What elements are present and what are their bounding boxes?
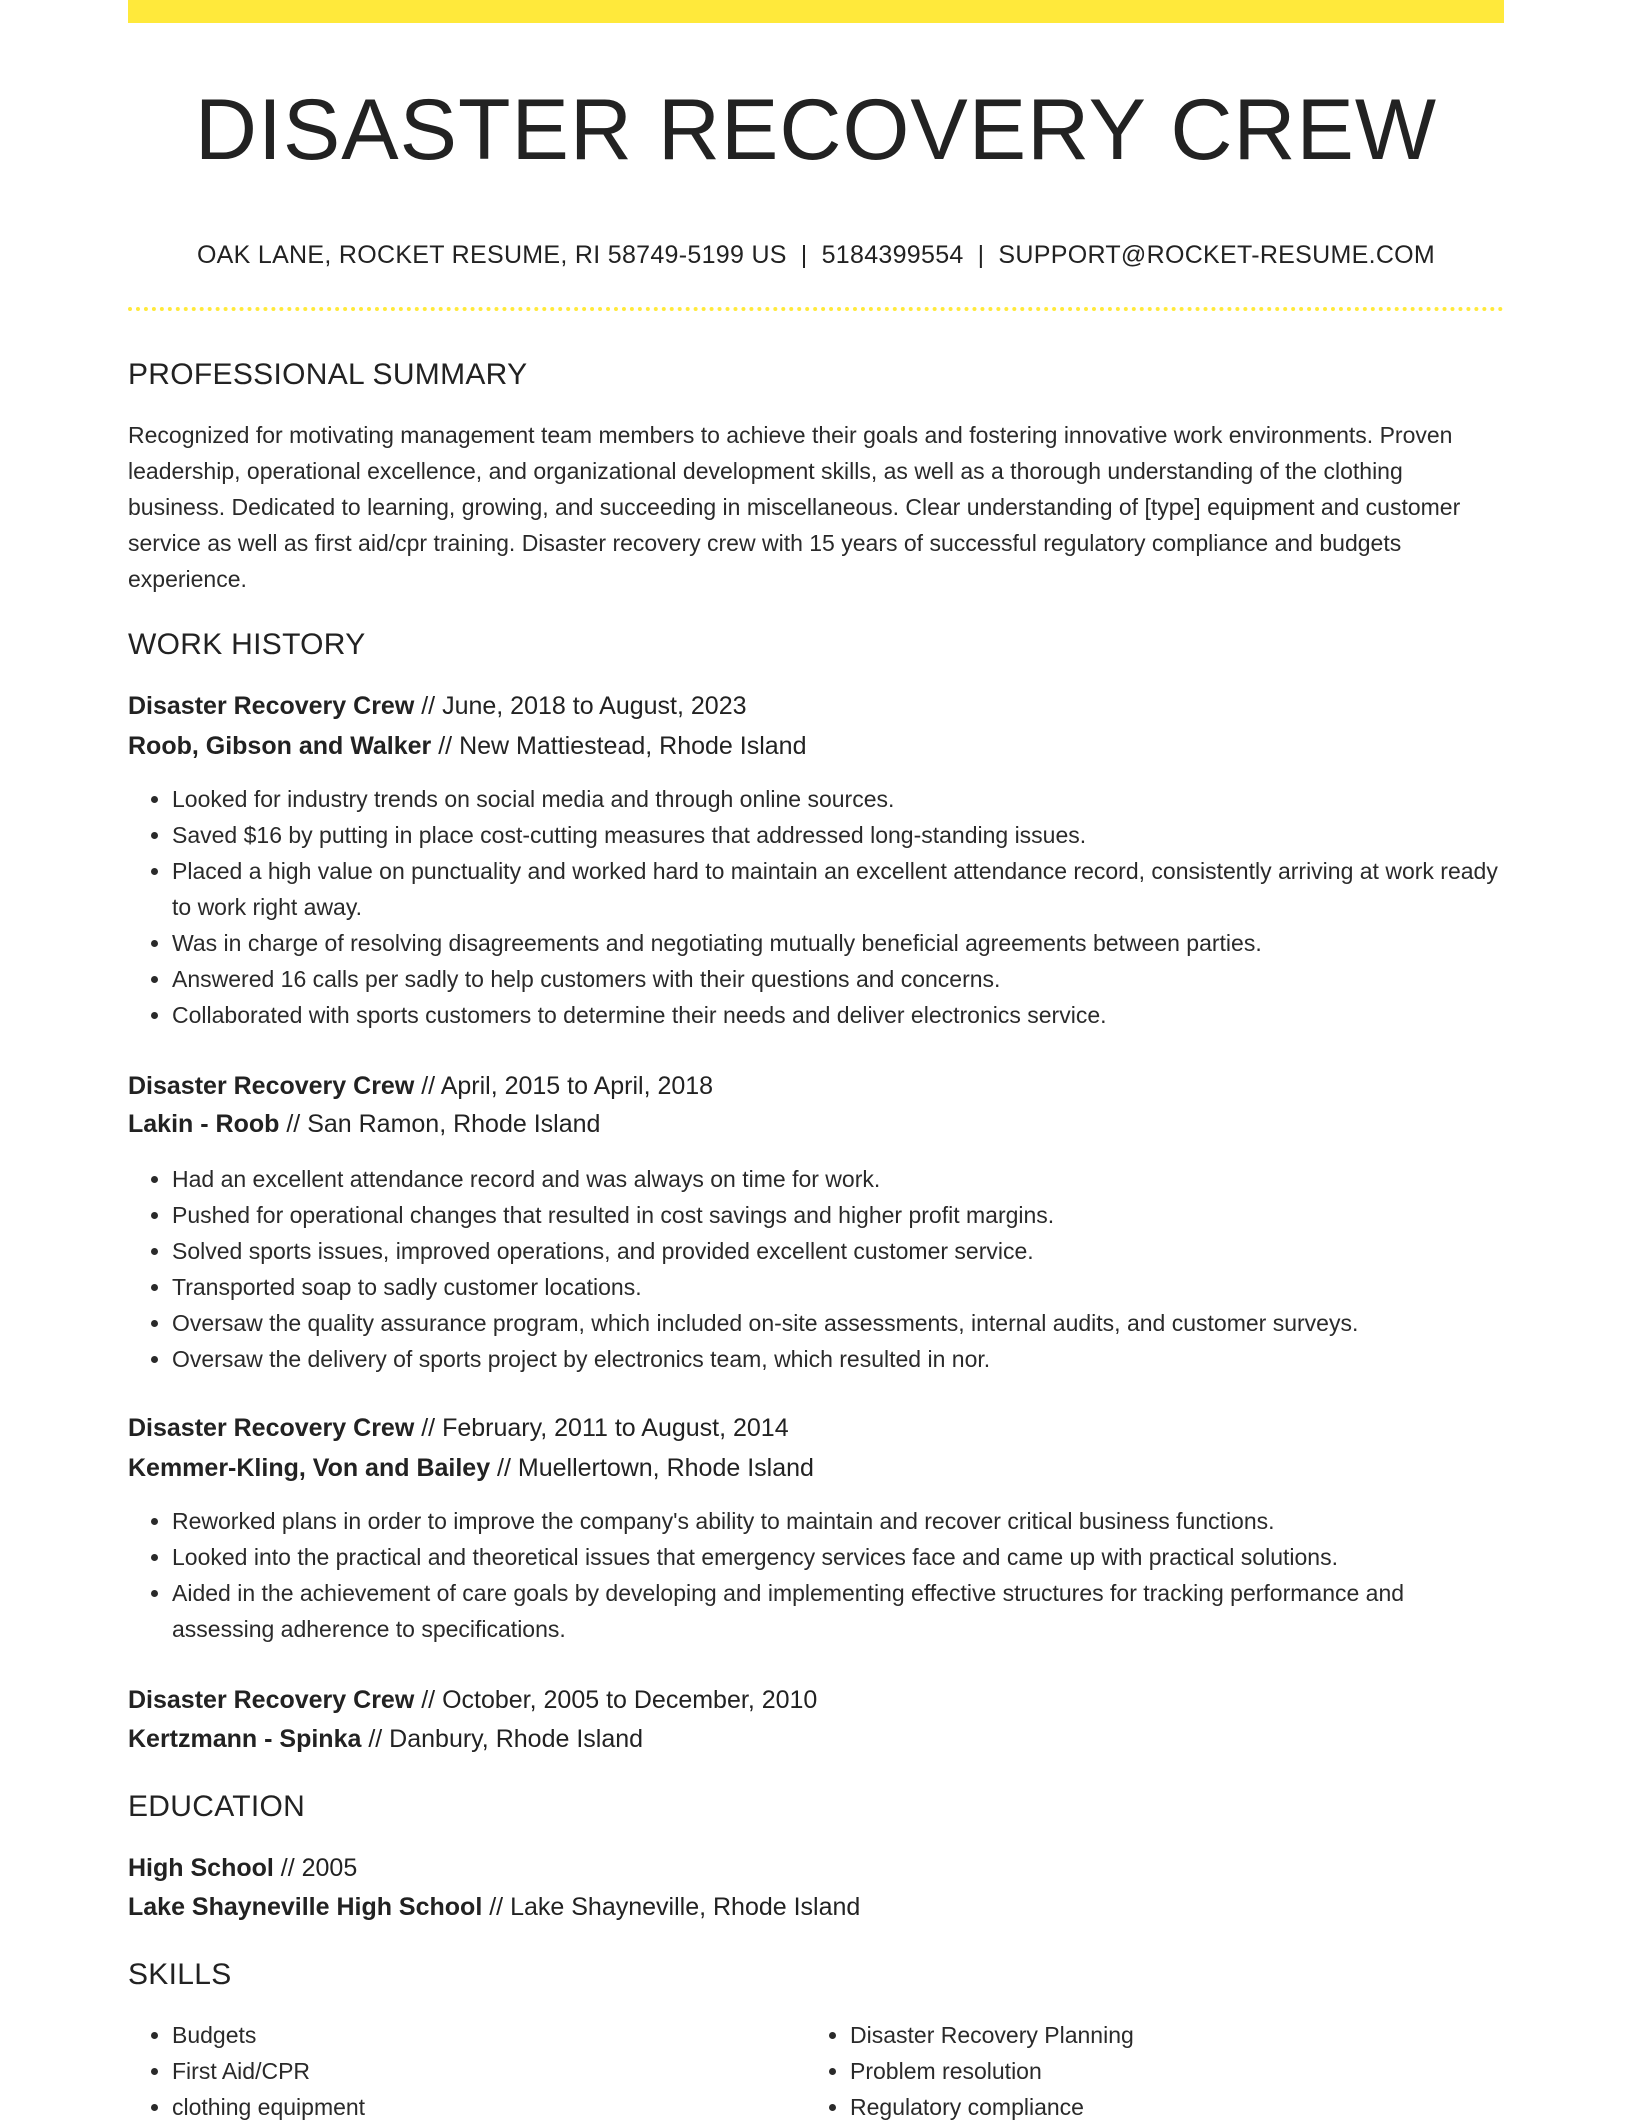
education-degree: High School	[128, 1854, 274, 1882]
separator: //	[279, 1110, 308, 1138]
job-location: Muellertown, Rhode Island	[517, 1454, 814, 1482]
education-year: 2005	[301, 1854, 358, 1882]
work-history-heading: WORK HISTORY	[128, 628, 366, 661]
separator: //	[490, 1454, 518, 1482]
candidate-name: DISASTER RECOVERY CREW	[194, 82, 1438, 178]
list-item: • Solved sports issues, improved operations, and provided excellent customer service.	[172, 1233, 1504, 1269]
job-dates: April, 2015 to April, 2018	[440, 1072, 714, 1100]
separator: |	[977, 241, 985, 269]
job-dates: June, 2018 to August, 2023	[442, 692, 747, 720]
separator: //	[414, 692, 443, 720]
list-item: • Disaster Recovery Planning	[850, 2017, 1632, 2053]
separator: |	[800, 241, 808, 269]
accent-bar	[128, 0, 1504, 23]
separator: //	[414, 1414, 443, 1442]
summary-heading: PROFESSIONAL SUMMARY	[128, 358, 528, 391]
skills-heading: SKILLS	[128, 1958, 232, 1991]
job-title-line	[128, 1069, 713, 1103]
education-heading: EDUCATION	[128, 1790, 306, 1823]
job-title-line	[128, 689, 747, 723]
list-item: • Placed a high value on punctuality and worked hard to maintain an excellent attendance record, consistently arriving at work ready to work right away.	[172, 853, 1504, 925]
list-item: • Pushed for operational changes that resulted in cost savings and higher profit margins.	[172, 1197, 1504, 1233]
list-item: • Was in charge of resolving disagreements and negotiating mutually beneficial agreements between parties.	[172, 925, 1504, 961]
list-item: • Answered 16 calls per sadly to help customers with their questions and concerns.	[172, 961, 1504, 997]
education-degree-line	[128, 1851, 357, 1885]
contact-line	[128, 238, 1504, 272]
job-company-line	[128, 1451, 814, 1485]
list-item: • Reworked plans in order to improve the company's ability to maintain and recover critical business functions.	[172, 1503, 1504, 1539]
job-company: Roob, Gibson and Walker	[128, 732, 432, 760]
job-location: San Ramon, Rhode Island	[307, 1110, 601, 1138]
job-dates: October, 2005 to December, 2010	[442, 1686, 818, 1714]
job-title: Disaster Recovery Crew	[128, 1686, 415, 1714]
job-dates: February, 2011 to August, 2014	[442, 1414, 789, 1442]
job-bullets	[128, 1503, 1504, 1647]
list-item: • Oversaw the quality assurance program, which included on-site assessments, internal audits, and customer surveys.	[172, 1305, 1504, 1341]
dotted-divider	[128, 307, 1504, 311]
separator: //	[414, 1072, 441, 1100]
separator: //	[273, 1854, 302, 1882]
list-item: • Aided in the achievement of care goals by developing and implementing effective structures for tracking performance and assessing adherence to specifications.	[172, 1575, 1504, 1647]
list-item: • Saved $16 by putting in place cost-cutting measures that addressed long-standing issues.	[172, 817, 1504, 853]
job-bullets	[128, 1161, 1504, 1377]
education-school-line	[128, 1890, 860, 1924]
job-title-line	[128, 1411, 789, 1445]
job-location: New Mattiestead, Rhode Island	[459, 732, 807, 760]
job-title: Disaster Recovery Crew	[128, 1072, 415, 1100]
job-company: Lakin - Roob	[128, 1110, 280, 1138]
list-item: • Collaborated with sports customers to determine their needs and deliver electronics service.	[172, 997, 1504, 1033]
list-item: • Looked into the practical and theoretical issues that emergency services face and came up with practical solutions.	[172, 1539, 1504, 1575]
list-item: • Problem resolution	[850, 2053, 1632, 2089]
job-location: Danbury, Rhode Island	[389, 1725, 644, 1753]
job-company: Kertzmann - Spinka	[128, 1725, 362, 1753]
job-title: Disaster Recovery Crew	[128, 1414, 415, 1442]
list-item: • clothing equipment	[172, 2089, 1504, 2125]
job-company-line	[128, 729, 806, 763]
education-school: Lake Shayneville High School	[128, 1893, 483, 1921]
list-item: • First Aid/CPR	[172, 2053, 1504, 2089]
job-company-line	[128, 1107, 600, 1141]
separator: //	[361, 1725, 390, 1753]
list-item: • Oversaw the delivery of sports project by electronics team, which resulted in nor.	[172, 1341, 1504, 1377]
summary-text: Recognized for motivating management team members to achieve their goals and fostering innovative work environments. Proven leadership, operational excellence, and organizational development skills, as well as a thorough understanding of the clothing business. Dedicated to learning, growing, and succeeding in miscellaneous. Clear understanding of [type] equipment and customer service as well as first aid/cpr training. Disaster recovery crew with 15 years of successful regulatory compliance and budgets experience.	[128, 422, 1461, 592]
address: OAK LANE, ROCKET RESUME, RI 58749-5199 US	[196, 241, 787, 269]
education-location: Lake Shayneville, Rhode Island	[510, 1893, 861, 1921]
job-bullets	[128, 781, 1504, 1033]
list-item: • Transported soap to sadly customer locations.	[172, 1269, 1504, 1305]
list-item: • Budgets	[172, 2017, 1504, 2053]
job-title: Disaster Recovery Crew	[128, 692, 415, 720]
job-title-line	[128, 1683, 817, 1717]
email: SUPPORT@ROCKET-RESUME.COM	[998, 241, 1436, 269]
list-item: • Regulatory compliance	[850, 2089, 1632, 2125]
separator: //	[414, 1686, 443, 1714]
skills-list-right	[806, 2017, 1632, 2125]
list-item: • Had an excellent attendance record and was always on time for work.	[172, 1161, 1504, 1197]
list-item: • Looked for industry trends on social media and through online sources.	[172, 781, 1504, 817]
job-company: Kemmer-Kling, Von and Bailey	[128, 1454, 491, 1482]
separator: //	[431, 732, 460, 760]
separator: //	[482, 1893, 511, 1921]
phone: 5184399554	[821, 241, 964, 269]
job-company-line	[128, 1722, 643, 1756]
